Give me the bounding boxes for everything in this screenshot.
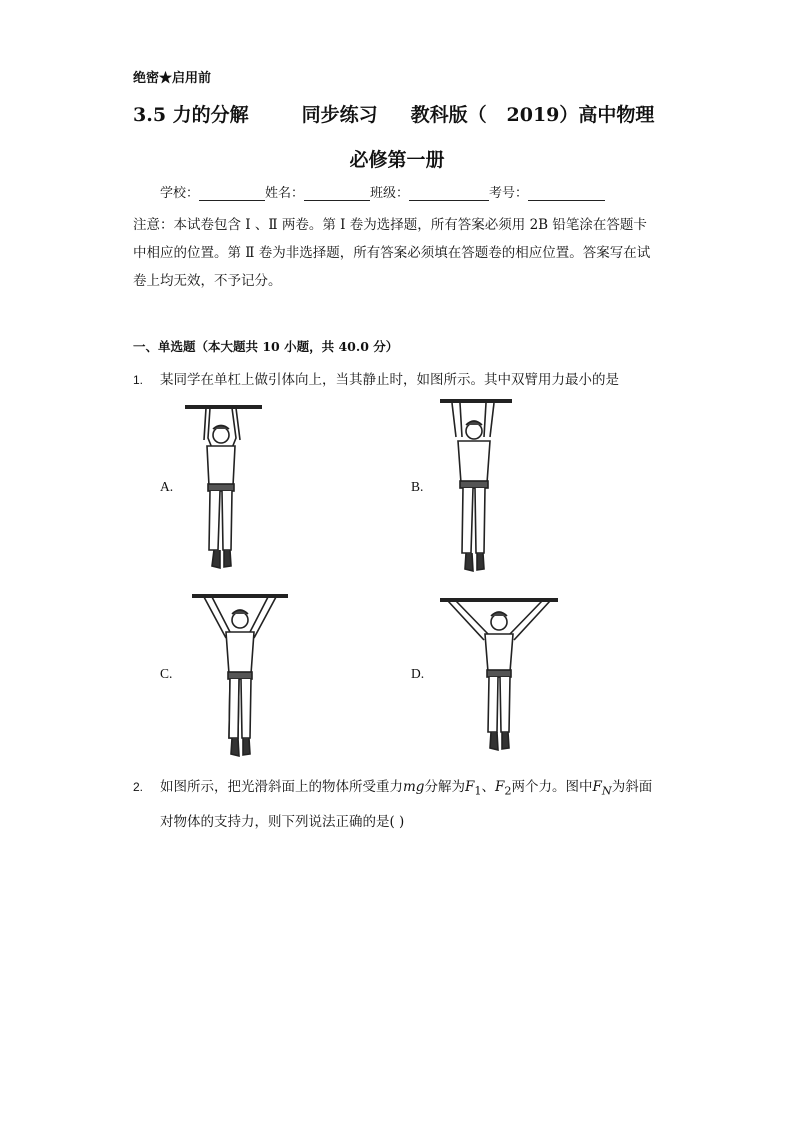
class-label: 班级： [370, 186, 410, 201]
option-a-label: A. [160, 479, 174, 494]
student-info-fields [160, 182, 605, 201]
figure-option-d [438, 592, 560, 754]
section-heading: 一、单选题（本大题共 10 小题，共 40.0 分） [133, 339, 399, 354]
name-label: 姓名： [265, 186, 305, 201]
title-line-1: 3.5 力的分解 同步练习 教科版（ 2019）高中物理 [133, 104, 655, 126]
school-label: 学校： [160, 186, 200, 201]
math-mg: mg [403, 779, 425, 795]
question-number: 2. [133, 780, 144, 794]
secret-mark: 绝密★启用前 [133, 71, 212, 86]
math-fn-sub: N [601, 784, 612, 798]
class-blank[interactable] [409, 186, 489, 201]
figure-option-a [180, 398, 270, 573]
notice-line: 卷上均无效，不予记分。 [133, 273, 282, 289]
school-blank[interactable] [199, 186, 265, 201]
separator: 、 [481, 779, 495, 795]
figure-option-b [432, 395, 522, 575]
math-f2-sub: 2 [504, 784, 512, 798]
notice-paragraph [133, 211, 663, 295]
notice-line: 中相应的位置。第 Ⅱ 卷为非选择题，所有答案必须填在答题卷的相应位置。答案写在试 [133, 245, 651, 261]
question-2-line-2: 对物体的支持力，则下列说法正确的是( ) [160, 813, 405, 830]
question-2-line-1 [133, 772, 673, 807]
figure-option-c [188, 588, 292, 760]
option-d-label: D. [411, 666, 425, 681]
math-f2: F [495, 779, 505, 795]
question-number: 1. [133, 373, 144, 387]
question-text: 如图所示，把光滑斜面上的物体所受重力 [160, 779, 403, 795]
question-2-stem [133, 772, 673, 837]
exam-no-blank[interactable] [528, 186, 605, 201]
question-text: 分解为 [424, 779, 465, 795]
math-fn: F [592, 779, 602, 795]
question-1-stem [133, 368, 619, 388]
option-c-label: C. [160, 666, 173, 681]
math-f1-sub: 1 [474, 784, 482, 798]
math-f1: F [464, 779, 475, 795]
question-text: 某同学在单杠上做引体向上，当其静止时，如图所示。其中双臂用力最小的是 [160, 372, 619, 388]
option-b-label: B. [411, 479, 424, 494]
name-blank[interactable] [304, 186, 370, 201]
notice-line: 注意：本试卷包含 Ⅰ 、Ⅱ 两卷。第 Ⅰ 卷为选择题，所有答案必须用 2B 铅笔涂在答题卡 [133, 217, 647, 233]
question-text: 两个力。图中 [511, 779, 593, 795]
question-text: 为斜面 [611, 779, 653, 795]
exam-no-label: 考号： [489, 186, 529, 201]
title-line-2: 必修第一册 [349, 149, 445, 171]
